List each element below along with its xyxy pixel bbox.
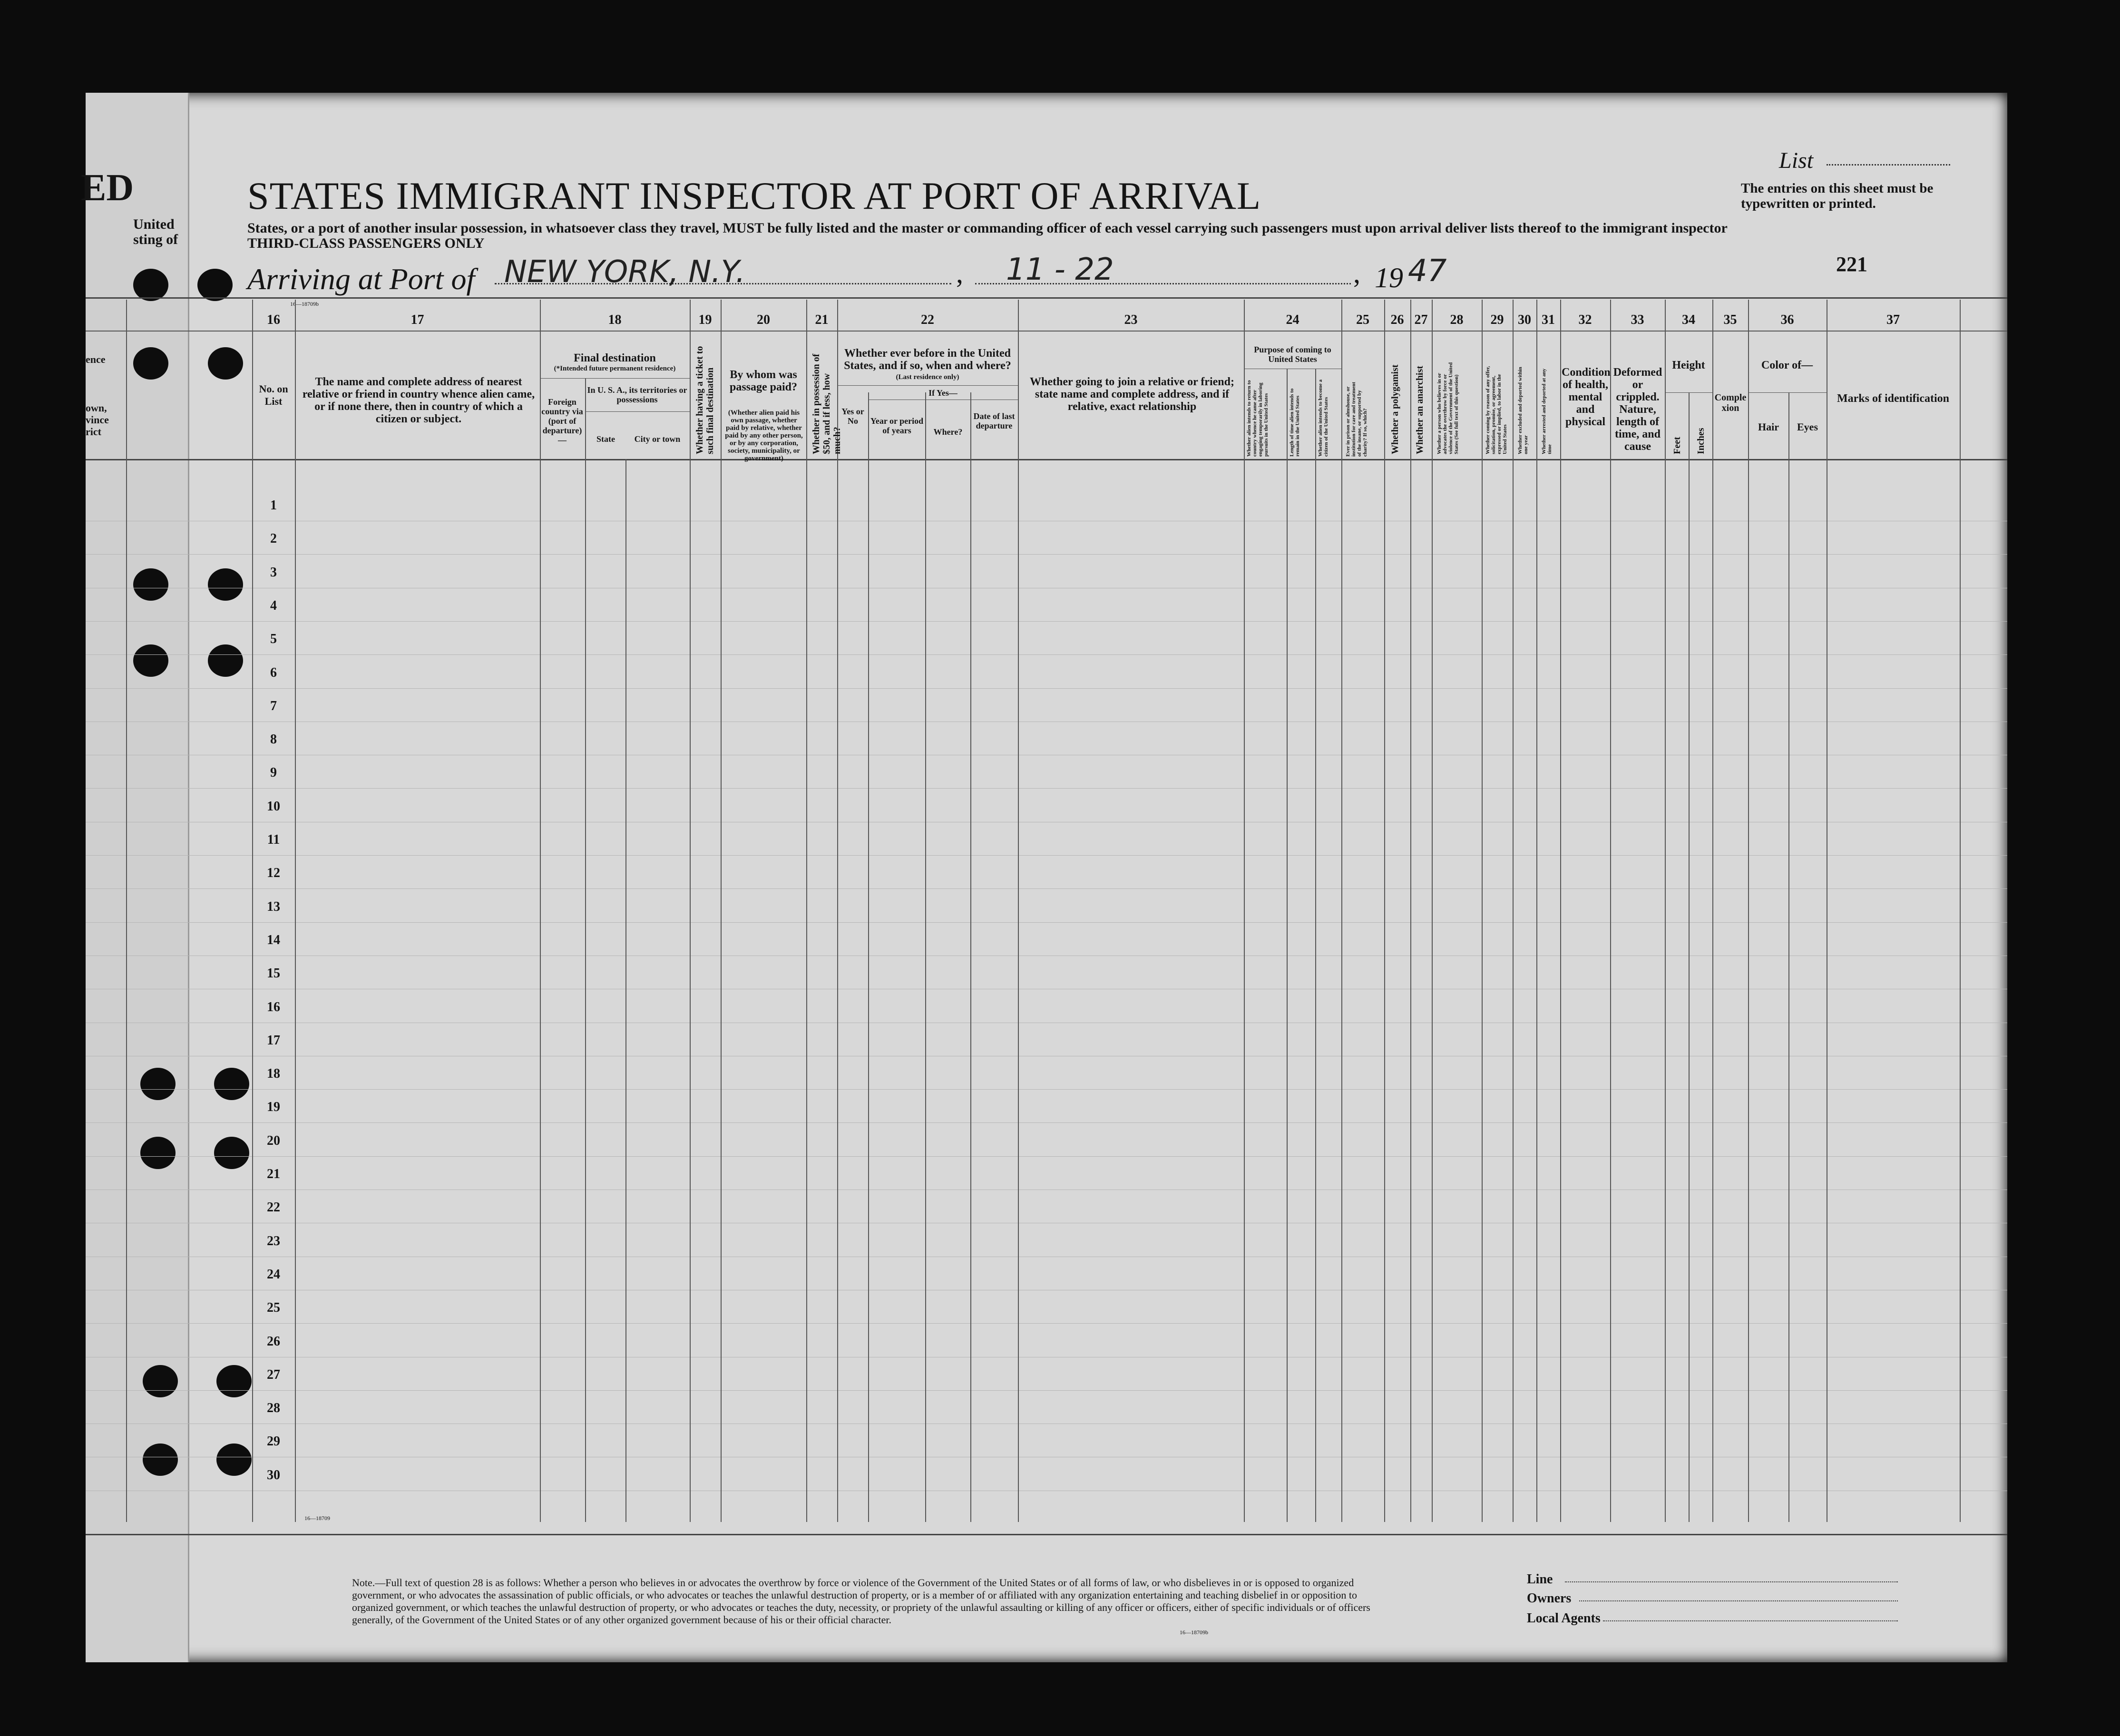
header-bottom-border (86, 459, 2007, 460)
row-number: 9 (270, 765, 277, 780)
col-num-22: 22 (921, 312, 934, 327)
row-rule (86, 855, 2007, 856)
row-number: 19 (267, 1100, 280, 1115)
header-polygamist: Whether a polygamist (1390, 364, 1400, 454)
col-divider (806, 300, 807, 1522)
date-handwritten: 11 - 22 (1006, 252, 1114, 287)
sheet-number: 221 (1836, 253, 1867, 276)
col-num-16: 16 (267, 312, 280, 327)
header-if-yes: If Yes— (928, 388, 957, 398)
left-fragment-5: vince (86, 414, 109, 426)
col-divider (1665, 300, 1666, 1522)
col-divider (1788, 392, 1789, 1522)
row-rule (86, 1156, 2007, 1157)
footnote-question-28: Note.—Full text of question 28 is as follows: Whether a person who believes in or advocates the overthrow by force or violence of the Government of the United States or of all forms of law, or who disbelieves in or is opposed to organized government, or who advocates the assassination of public officials, or who advocates or teaches the unlawful destruction of property, or is a member of or affiliated with any organization entertaining and teaching disbelief in or opposition to organized government, or which teaches the unlawful destruction of property, or who advocates or teaches the duty, necessity, or propriety of the unlawful assaulting or killing of any officer or officers, either of specific individuals or of officers generally, of the Government of the United States or of any other organized government because of his or their official character. (352, 1577, 1370, 1626)
col-divider (1341, 300, 1342, 1522)
header-prison: Ever in prison or almshouse, or institution for care and treatment of the insane, or supported by charity? If so, which? (1345, 381, 1368, 457)
header-no-on-list: No. on List (259, 383, 288, 407)
col-divider (1482, 300, 1483, 1522)
col-num-30: 30 (1518, 312, 1531, 327)
header-labor-offer: Whether coming by reason of any offer, solicitation, promise, or agreement, expressed or implied, to labor in the United States (1485, 366, 1508, 454)
header-color-of: Color of— (1761, 359, 1813, 371)
header-sub-divider (1287, 369, 1288, 459)
punch-hole (143, 1443, 178, 1476)
col-num-18: 18 (608, 312, 622, 327)
agents-signature-line (1603, 1620, 1898, 1621)
left-title-fragment: ED (81, 167, 134, 209)
left-fragment-3: ence (86, 353, 106, 365)
header-anarchist: Whether an anarchist (1415, 366, 1425, 454)
row-number: 11 (267, 832, 280, 847)
page-title: STATES IMMIGRANT INSPECTOR AT PORT OF ARRIVAL (247, 174, 1261, 217)
punch-hole (140, 1068, 176, 1100)
header-ever-before: Whether ever before in the United States, and if so, when and where? (844, 347, 1011, 372)
row-number: 1 (270, 498, 277, 513)
line-label: Line (1527, 1572, 1553, 1587)
row-number: 24 (267, 1267, 280, 1282)
header-health: Condition of health, mental and physical (1562, 366, 1611, 428)
col-divider (1712, 300, 1713, 1522)
row-rule (86, 1122, 2007, 1123)
header-fifty-dollars: Whether in possession of $50, and if less, how much? (811, 353, 842, 454)
header-passage-paid: By whom was passage paid? (729, 369, 798, 393)
punch-hole (197, 269, 233, 301)
row-number: 27 (267, 1367, 280, 1382)
col-divider (1244, 300, 1245, 1522)
col-num-35: 35 (1723, 312, 1737, 327)
header-final-destination-note: (*Intended future permanent residence) (554, 365, 676, 372)
manifest-sheet (81, 93, 2007, 1662)
header-foreign-country: Foreign country via (port of departure)— (541, 397, 583, 445)
row-number: 12 (267, 866, 280, 881)
left-fragment-1: United (133, 216, 175, 232)
line-signature-line (1565, 1581, 1898, 1582)
col-num-20: 20 (757, 312, 770, 327)
header-date-departure: Date of last departure (973, 411, 1015, 430)
punch-hole (133, 644, 168, 677)
row-number: 3 (270, 565, 277, 580)
header-yes-no: Yes or No (841, 407, 864, 426)
col-num-17: 17 (410, 312, 424, 327)
col-num-23: 23 (1124, 312, 1138, 327)
row-number: 23 (267, 1233, 280, 1248)
header-where: Where? (933, 427, 963, 437)
header-sub-divider (585, 459, 586, 1522)
row-number: 6 (270, 665, 277, 680)
col-divider (721, 300, 722, 1522)
punch-hole (208, 644, 243, 677)
row-rule (86, 654, 2007, 655)
col-num-28: 28 (1450, 312, 1464, 327)
header-sub-divider (585, 411, 690, 412)
left-page-strip (81, 93, 189, 1662)
col-divider (1560, 300, 1561, 1522)
row-rule (86, 1089, 2007, 1090)
table-bottom-border (86, 1534, 2007, 1535)
row-rule (86, 554, 2007, 555)
col-num-34: 34 (1682, 312, 1695, 327)
col-divider (970, 392, 971, 1522)
comma-separator: , (956, 257, 963, 289)
header-sub-divider (1748, 392, 1827, 393)
col-divider (1536, 300, 1537, 1522)
row-number: 13 (267, 899, 280, 914)
header-deformed: Deformed or crippled. Nature, length of time, and cause (1613, 366, 1662, 453)
row-rule (86, 688, 2007, 689)
header-marks: Marks of identification (1837, 392, 1949, 405)
header-state: State (596, 434, 615, 444)
punch-hole (214, 1137, 249, 1169)
col-num-37: 37 (1886, 312, 1900, 327)
col-divider (1018, 300, 1019, 1522)
col-num-21: 21 (815, 312, 829, 327)
punch-hole (208, 568, 243, 601)
row-number: 14 (267, 932, 280, 947)
col-divider (540, 300, 541, 1522)
punch-hole (140, 1137, 176, 1169)
owners-signature-line (1579, 1600, 1898, 1601)
col-num-32: 32 (1578, 312, 1592, 327)
col-num-19: 19 (698, 312, 712, 327)
row-number: 29 (267, 1434, 280, 1449)
header-ticket: Whether having a ticket to such final destination (694, 346, 715, 454)
row-number: 20 (267, 1133, 280, 1148)
form-code-bottom: 16—18709 (304, 1515, 330, 1521)
row-number: 26 (267, 1334, 280, 1349)
punch-hole (216, 1443, 252, 1476)
comma-separator: , (1353, 257, 1360, 289)
class-line: THIRD-CLASS PASSENGERS ONLY (247, 235, 485, 251)
left-fragment-6: rict (86, 426, 101, 438)
row-number: 7 (270, 698, 277, 713)
col-divider (1748, 300, 1749, 1522)
col-divider (295, 300, 296, 1522)
col-divider (1432, 300, 1433, 1522)
col-num-36: 36 (1780, 312, 1794, 327)
header-sub-divider (585, 378, 586, 459)
header-purpose-return: Whether alien intends to return to country whence he came after engaging temporarily in laboring pursuits in the United States (1246, 380, 1269, 457)
header-sub-divider (837, 385, 1018, 386)
subtitle: States, or a port of another insular possession, in whatsoever class they travel, MUST be fully listed and the master or commanding officer of each vessel carrying such passengers must upon arrival deliver lists thereof to the immigrant inspector (247, 220, 1728, 236)
col-num-29: 29 (1490, 312, 1504, 327)
arriving-label: Arriving at Port of (247, 262, 475, 296)
col-divider (1689, 392, 1690, 1522)
form-code-top: 16—18709b (290, 301, 319, 307)
col-num-33: 33 (1631, 312, 1644, 327)
year-handwritten: 47 (1408, 254, 1447, 289)
row-rule (86, 621, 2007, 622)
punch-hole (133, 568, 168, 601)
table-top-border (86, 297, 2007, 299)
row-number: 15 (267, 966, 280, 981)
punch-hole (133, 347, 168, 380)
header-year-period: Year or period of years (870, 416, 924, 435)
col-divider (925, 392, 926, 1522)
row-number: 28 (267, 1401, 280, 1416)
col-num-25: 25 (1356, 312, 1369, 327)
year-printed: 19 (1375, 262, 1403, 293)
col-num-26: 26 (1390, 312, 1404, 327)
row-number: 21 (267, 1167, 280, 1181)
port-handwritten: NEW YORK, N.Y. (504, 254, 745, 290)
punch-hole (143, 1365, 178, 1397)
row-rule (86, 788, 2007, 789)
header-height: Height (1672, 359, 1705, 371)
col-divider (868, 392, 869, 1522)
list-label: List (1779, 148, 1814, 173)
col-divider (837, 300, 838, 1522)
header-inches: Inches (1696, 428, 1706, 454)
header-purpose-citizen: Whether alien intends to become a citizen of the United States (1318, 379, 1329, 457)
left-fragment-4: own, (86, 402, 107, 414)
header-sub-divider (540, 378, 690, 379)
row-rule (86, 888, 2007, 889)
header-join-relative: Whether going to join a relative or friend; state name and complete address, and if relative, exact relationship (1030, 376, 1234, 413)
punch-hole (133, 269, 168, 301)
row-number: 18 (267, 1066, 280, 1082)
header-sub-divider (1665, 392, 1712, 393)
punch-hole (208, 347, 243, 380)
header-ever-before-note: (Last residence only) (896, 373, 959, 381)
row-number: 17 (267, 1033, 280, 1048)
col-divider (1384, 300, 1385, 1522)
header-in-usa: In U. S. A., its territories or possessions (587, 385, 687, 404)
column-number-divider (86, 331, 2007, 332)
row-number: 22 (267, 1200, 280, 1215)
header-excluded: Whether excluded and deported within one year (1517, 367, 1529, 454)
list-line (1827, 164, 1950, 166)
header-overthrow: Whether a person who believes in or advocates the overthrow by force or violence of the Government of the United States (See full text of this question) (1436, 362, 1459, 454)
row-number: 8 (270, 732, 277, 747)
row-rule (86, 922, 2007, 923)
header-city: City or town (634, 434, 681, 444)
entries-note: The entries on this sheet must be typewritten or printed. (1741, 181, 1934, 211)
col-divider (126, 300, 127, 1522)
col-num-27: 27 (1414, 312, 1428, 327)
header-purpose: Purpose of coming to United States (1254, 345, 1331, 364)
punch-hole (216, 1365, 252, 1397)
row-number: 30 (267, 1467, 280, 1482)
col-divider (1315, 459, 1316, 1522)
header-hair: Hair (1758, 421, 1779, 433)
punch-hole (214, 1068, 249, 1100)
row-number: 4 (270, 598, 277, 613)
row-number: 16 (267, 999, 280, 1014)
header-nearest-relative: The name and complete address of nearest relative or friend in country whence alien came, or if none there, then in country of which a citizen or subject. (302, 376, 535, 425)
row-rule (86, 1390, 2007, 1391)
col-divider (1960, 300, 1961, 1522)
owners-label: Owners (1527, 1591, 1572, 1606)
header-complexion: Complexion (1714, 392, 1747, 413)
header-sub-divider (1315, 369, 1316, 459)
header-feet: Feet (1672, 437, 1682, 454)
row-number: 10 (267, 799, 280, 814)
header-purpose-length: Length of time alien intends to remain in the United States (1289, 388, 1300, 457)
row-number: 5 (270, 632, 277, 647)
agents-label: Local Agents (1527, 1611, 1601, 1626)
col-divider (252, 300, 253, 1522)
col-divider (1513, 300, 1514, 1522)
col-divider (1610, 300, 1611, 1522)
col-divider (1287, 459, 1288, 1522)
row-number: 2 (270, 531, 277, 546)
header-eyes: Eyes (1797, 421, 1818, 433)
header-arrested: Whether arrested and deported at any time (1541, 368, 1553, 454)
col-divider (1410, 300, 1411, 1522)
col-divider (690, 300, 691, 1522)
row-rule (86, 1323, 2007, 1324)
row-number: 25 (267, 1300, 280, 1316)
col-divider (625, 459, 626, 1522)
left-fragment-2: sting of (133, 232, 178, 247)
col-num-31: 31 (1542, 312, 1555, 327)
col-num-24: 24 (1286, 312, 1299, 327)
header-final-destination: Final destination (574, 352, 656, 364)
header-passage-paid-note: (Whether alien paid his own passage, whether paid by relative, whether paid by any other person, or by any corporation, society, municipality, or government) (725, 409, 803, 462)
form-code-note: 16—18709b (1180, 1629, 1208, 1636)
